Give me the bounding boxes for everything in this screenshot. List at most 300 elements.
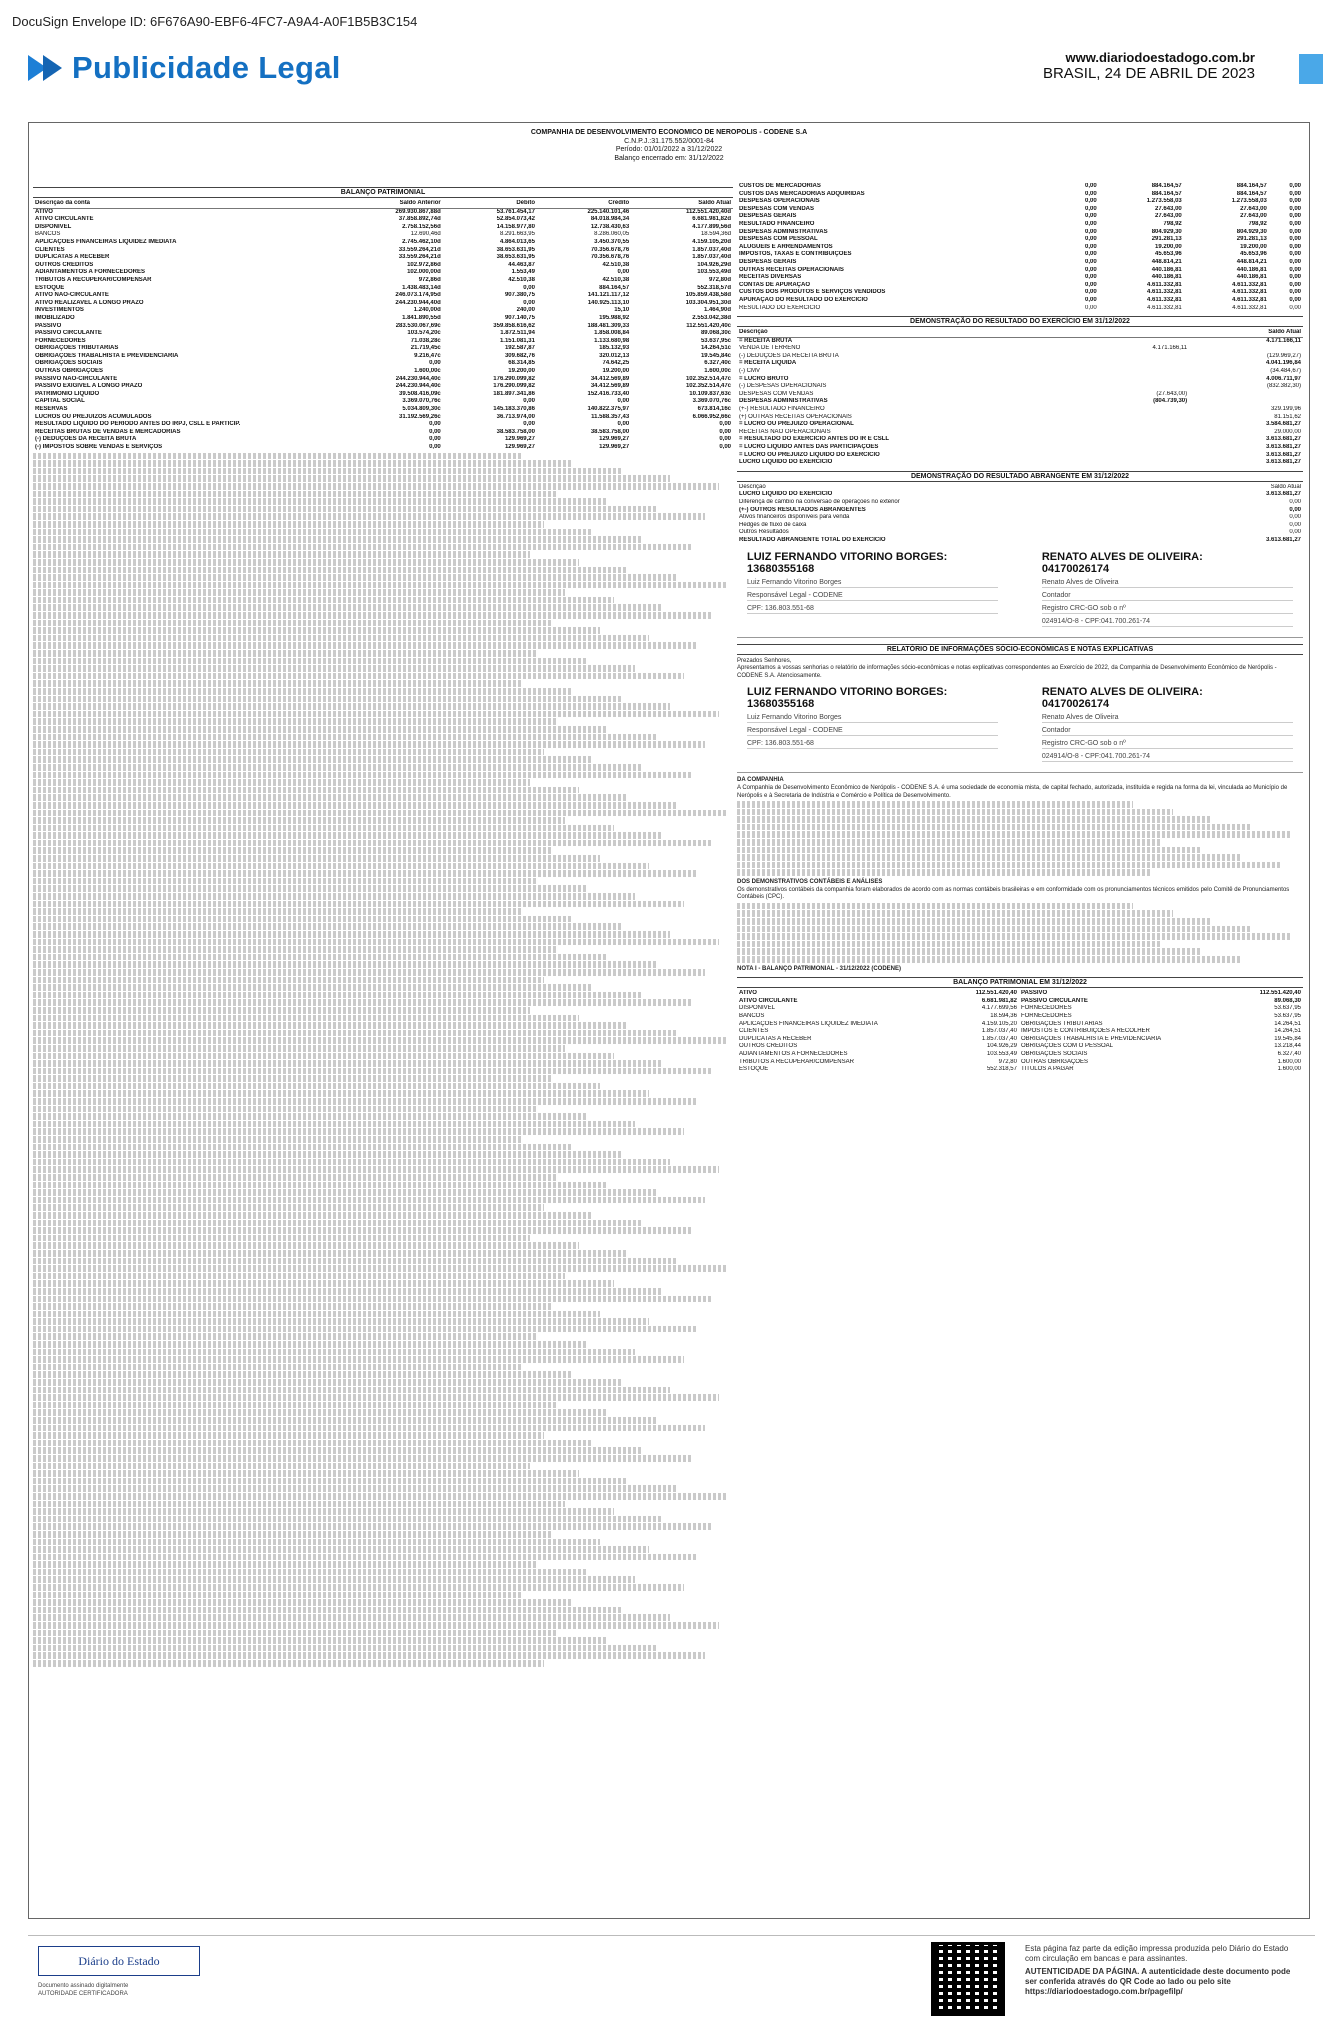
fine-print-line (33, 1417, 656, 1424)
previous-balance: 3.369.070,76c (402, 398, 441, 405)
fine-print-line (33, 794, 628, 801)
fine-print-line (33, 1539, 600, 1546)
liability-value: 89.068,30 (1274, 997, 1301, 1004)
account-name: RESULTADO DO EXERCÍCIO (739, 304, 821, 311)
previous-balance: 0,00 (1085, 190, 1097, 197)
current-balance: 53.637,95c (700, 337, 731, 344)
debit-value: 798,92 (1163, 220, 1182, 227)
line-total-value: (832.382,30) (1266, 383, 1301, 390)
column-header (1077, 329, 1190, 337)
page-footer (28, 1935, 1315, 2021)
fine-print-line (33, 1318, 649, 1325)
line-total-value: 4.006.711,97 (1266, 375, 1301, 382)
fine-print-line (33, 1607, 621, 1614)
publication-date: BRASIL, 24 DE ABRIL DE 2023 (1042, 65, 1255, 82)
current-balance: 104.926,29d (697, 261, 731, 268)
table-header-row (737, 329, 1303, 337)
table-row (33, 345, 733, 353)
debit-value: 309.682,76 (504, 352, 535, 359)
fine-print-line (33, 582, 726, 589)
current-balance: 0,00 (1289, 198, 1301, 205)
table-row (737, 213, 1303, 221)
debit-value: 884.164,57 (1151, 190, 1182, 197)
fine-print-line (33, 483, 719, 490)
debit-value: 1.553,49 (511, 269, 535, 276)
debit-value: 0,00 (523, 284, 535, 291)
account-name: ATIVO CIRCULANTE (35, 216, 94, 223)
liability-name: OBRIGAÇÕES TRABALHISTA E PREVIDENCIÁRIA (1020, 1035, 1162, 1042)
liability-name: FORNECEDORES (1020, 1012, 1072, 1019)
line-total-value (1189, 398, 1303, 406)
signer-line: Registro CRC-GO sob o nº (1042, 740, 1293, 749)
fine-print-line (33, 1614, 670, 1621)
note-one-title: NOTA I - BALANÇO PATRIMONIAL - 31/12/2022 (CODENE) (737, 965, 902, 972)
current-balance: 0,00 (1289, 228, 1301, 235)
previous-balance: 244.230.944,40c (395, 375, 441, 382)
table-row (737, 391, 1303, 399)
account-name: PATRIMÔNIO LÍQUIDO (35, 390, 100, 397)
current-balance: 0,00 (1289, 251, 1301, 258)
line-partial-value (1077, 436, 1190, 444)
signature-legal-representative (747, 551, 998, 631)
line-description: = LUCRO OU PREJUÍZO OPERACIONAL (739, 421, 854, 428)
asset-name: CLIENTES (739, 1028, 769, 1035)
table-row (33, 269, 733, 277)
line-description: = RECEITA BRUTA (739, 337, 793, 344)
fine-print-line (737, 956, 1241, 963)
fine-print-line (33, 1341, 586, 1348)
table-row (33, 315, 733, 323)
account-name: CUSTOS DAS MERCADORIAS ADQUIRIDAS (739, 190, 865, 197)
table-row (737, 353, 1303, 361)
fine-print-line (33, 703, 670, 710)
table-row (33, 414, 733, 422)
balance-closing-date: Balanço encerrado em: 31/12/2022 (614, 154, 724, 162)
debit-value: 1.273.558,03 (1146, 198, 1182, 205)
liability-name: OBRIGAÇÕES SOCIAIS (1020, 1050, 1088, 1057)
line-value: 3.613.681,27 (1265, 536, 1301, 543)
table-row (737, 990, 1303, 998)
credit-value: 225.140.101,46 (587, 208, 630, 215)
account-name: ADIANTAMENTOS A FORNECEDORES (35, 269, 146, 276)
fine-print-line (33, 734, 656, 741)
fine-print-line (33, 453, 523, 460)
current-balance: 0,00 (1289, 274, 1301, 281)
table-row (737, 1059, 1303, 1067)
fine-print-line (33, 1561, 537, 1568)
credit-value: 0,00 (617, 421, 630, 428)
fine-print-line (33, 1447, 642, 1454)
account-name: LUCROS OU PREJUÍZOS ACUMULADOS (35, 413, 152, 420)
fine-print-line (33, 772, 691, 779)
fine-print-line (737, 941, 1162, 948)
credit-value: 70.356.678,76 (590, 246, 630, 253)
account-name: PASSIVO EXIGÍVEL A LONGO PRAZO (35, 383, 143, 390)
fine-print-line (33, 1007, 530, 1014)
diario-do-estado-logo: Diário do Estado (38, 1946, 200, 1976)
fine-print-line (33, 1652, 705, 1659)
account-name: OUTRAS RECEITAS OPERACIONAIS (739, 266, 844, 273)
fine-print-line (33, 1493, 726, 1500)
current-balance: 3.369.070,76c (692, 398, 731, 405)
liability-value: 1.600,00 (1277, 1066, 1301, 1073)
fine-print-line (33, 529, 593, 536)
fine-print-line (33, 1478, 628, 1485)
liability-name: PASSIVO CIRCULANTE (1020, 997, 1088, 1004)
line-partial-value (1077, 452, 1190, 460)
line-partial-value: (804.739,30) (1153, 398, 1188, 405)
asset-value: 4.177.699,56 (981, 1005, 1017, 1012)
table-row (737, 429, 1303, 437)
fine-print-line (33, 1569, 586, 1576)
qr-code-icon[interactable] (931, 1942, 1005, 2016)
table-row (33, 239, 733, 247)
fine-print-line (737, 869, 1150, 876)
previous-balance: 972,86d (418, 276, 441, 283)
debit-value: 129.969,27 (504, 444, 535, 450)
line-value: 0,00 (1289, 529, 1301, 536)
column-header: Crédito (537, 200, 631, 208)
previous-balance: 0,00 (1085, 296, 1097, 303)
comprehensive-income-title: DEMONSTRAÇÃO DO RESULTADO ABRANGENTE EM 31/12/2022 (737, 471, 1303, 482)
account-name: CUSTOS DE MERCADORIAS (739, 183, 821, 189)
table-row (33, 292, 733, 300)
account-name: OBRIGAÇÕES TRABALHISTA E PREVIDENCIARIA (35, 352, 179, 359)
line-partial-value (1077, 368, 1190, 376)
fine-print-line (737, 831, 1292, 838)
table-row (33, 353, 733, 361)
explanatory-notes-title: RELATÓRIO DE INFORMAÇÕES SÓCIO-ECONÔMICAS E NOTAS EXPLICATIVAS (737, 644, 1303, 655)
table-row (737, 998, 1303, 1006)
table-row (33, 208, 733, 216)
credit-value: 291.281,13 (1236, 236, 1267, 243)
cert-line: AUTORIDADE CERTIFICADORA (38, 1991, 128, 1997)
table-row (737, 491, 1303, 499)
table-row (33, 421, 733, 429)
line-partial-value: (27.643,00) (1156, 390, 1188, 397)
credit-value: 884.164,57 (1236, 190, 1267, 197)
credit-value: 8.286.060,05 (594, 231, 630, 238)
fine-print-line (33, 1015, 579, 1022)
fine-print-line (33, 1136, 523, 1143)
debit-value: 45.653,96 (1155, 251, 1182, 258)
fine-print-line (33, 1235, 530, 1242)
column-header: Descrição (737, 329, 1077, 337)
signer-id: 04170026174 (1041, 562, 1110, 575)
brand-logo (28, 50, 341, 86)
credit-value: 42.510,38 (602, 276, 630, 283)
fine-print-line (33, 1242, 579, 1249)
current-balance: 972,80d (708, 276, 731, 283)
asset-name: DISPONÍVEL (739, 1005, 776, 1012)
previous-balance: 0,00 (1085, 228, 1097, 235)
line-partial-value (1077, 414, 1190, 422)
fine-print-line (33, 863, 649, 870)
table-row (737, 514, 1303, 522)
line-partial-value (1077, 444, 1190, 452)
current-balance: 102.352.514,47c (685, 383, 731, 390)
fine-print-line (33, 908, 523, 915)
fine-print-line (33, 961, 656, 968)
fine-print-line (33, 878, 537, 885)
table-header-row (33, 200, 733, 208)
column-header: Saldo Anterior (341, 200, 443, 208)
asset-value: 18.594,36 (990, 1012, 1017, 1019)
fine-print-line (737, 854, 1241, 861)
fine-print-line (33, 1349, 635, 1356)
fine-print-line (33, 680, 523, 687)
fine-print-line (33, 1182, 607, 1189)
previous-balance: 21.719,45c (410, 345, 441, 352)
fine-print-line (33, 1455, 691, 1462)
table-row (737, 251, 1303, 259)
notes-section-heading: DOS DEMONSTRATIVOS CONTÁBEIS E ANÁLISES (737, 879, 883, 886)
debit-value: 907.380,75 (504, 292, 535, 299)
previous-balance: 12.690,46d (410, 231, 441, 238)
account-name: IMPOSTOS, TAXAS E CONTRIBUIÇÕES (739, 251, 852, 258)
current-balance: 0,00 (1289, 190, 1301, 197)
table-row (33, 224, 733, 232)
signature-accountant (1042, 686, 1293, 766)
fine-print-line (33, 718, 558, 725)
fine-print-line (33, 1037, 726, 1044)
fine-print-line (33, 802, 677, 809)
report-intro: Apresentamos a vossas senhorias o relatório de informações sócio-econômicas e notas explicativas correspondentes ao Exercício de 2022, da Companhia de Desenvolvimento Econômico de Nerópolis - CODENE S.A. Atenciosamente. (737, 665, 1277, 679)
auth-line: Esta página faz parte da edição impressa produzida pelo Diário do Estado com circulação em bancas e para assinantes. (1025, 1944, 1289, 1963)
balance-sheet-rows (33, 208, 733, 452)
fine-print-line (33, 1144, 572, 1151)
line-description: RESULTADO ABRANGENTE TOTAL DO EXERCÍCIO (739, 536, 886, 543)
fine-print-line (33, 1053, 614, 1060)
table-row (737, 221, 1303, 229)
table-row (33, 247, 733, 255)
debit-value: 359.858.616,62 (493, 322, 535, 329)
fine-print-line (737, 918, 1212, 925)
account-name: PASSIVO NÃO-CIRCULANTE (35, 375, 118, 382)
fine-print-line (33, 1189, 656, 1196)
debit-value: 907.140,75 (504, 314, 535, 321)
fine-print-line (33, 1463, 530, 1470)
fine-print-rows (737, 903, 1303, 963)
debit-value: 38.583.758,00 (496, 428, 535, 435)
fine-print-line (33, 1402, 558, 1409)
asset-name: ATIVO (739, 990, 757, 997)
debit-value: 8.291.663,95 (499, 231, 535, 238)
credit-value: 12.738.430,63 (590, 223, 630, 230)
signer-line: Contador (1042, 592, 1293, 601)
account-name: ATIVO NÃO-CIRCULANTE (35, 292, 109, 299)
fine-print-line (33, 1098, 698, 1105)
current-balance: 1.857.037,40d (692, 246, 731, 253)
fine-print-line (33, 1364, 523, 1371)
fine-print-line (33, 1660, 544, 1667)
table-row (737, 282, 1303, 290)
fine-print-line (33, 1637, 607, 1644)
comprehensive-income-table (737, 484, 1303, 545)
credit-value: 448.814,21 (1236, 258, 1267, 265)
current-balance: 0,00 (719, 421, 731, 428)
previous-balance: 103.574,20c (407, 330, 441, 337)
table-row (737, 183, 1303, 191)
fine-print-line (33, 1409, 607, 1416)
fine-print-line (33, 665, 635, 672)
previous-balance: 0,00 (1085, 198, 1097, 205)
fine-print-rows (33, 453, 733, 1667)
table-row (33, 383, 733, 391)
line-total-value: 81.151,62 (1274, 413, 1301, 420)
previous-balance: 0,00 (1085, 236, 1097, 243)
account-name: IMOBILIZADO (35, 314, 75, 321)
account-name: INVESTIMENTOS (35, 307, 84, 314)
credit-value: 1.133.680,98 (594, 337, 630, 344)
previous-balance: 2.758.152,56d (402, 223, 441, 230)
company-cnpj: C.N.P.J.:31.175.552/0001-84 (624, 137, 714, 145)
debit-value: 129.969,27 (504, 436, 535, 443)
current-balance: 0,00 (1289, 236, 1301, 243)
fine-print-line (33, 1379, 621, 1386)
account-name: RECEITAS BRUTAS DE VENDAS E MERCADORIAS (35, 428, 181, 435)
account-name: ESTOQUE (35, 284, 65, 291)
fine-print-line (33, 916, 572, 923)
current-balance: 0,00 (1289, 213, 1301, 220)
credit-value: 74.642,25 (602, 360, 630, 367)
fine-print-line (33, 1333, 537, 1340)
credit-value: 152.416.733,40 (587, 390, 630, 397)
fine-print-line (33, 1075, 551, 1082)
signer-line: Responsável Legal - CODENE (747, 592, 998, 601)
debit-value: 192.587,87 (504, 345, 535, 352)
note-balance-rows (737, 990, 1303, 1074)
fine-print-line (33, 536, 642, 543)
account-name: RESULTADO LIQUIDO DO PERÍODO ANTES DO IRPJ, CSLL E PARTICIP. (35, 421, 241, 428)
line-partial-value (1077, 406, 1190, 414)
asset-name: BANCOS (739, 1012, 765, 1019)
fine-print-line (33, 999, 691, 1006)
table-row (737, 267, 1303, 275)
fine-print-line (33, 1265, 726, 1272)
account-name: RESULTADO FINANCEIRO (739, 220, 815, 227)
signature-accountant (1042, 551, 1293, 631)
asset-value: 6.681.981,82 (981, 997, 1017, 1004)
asset-name: ADIANTAMENTOS A FORNECEDORES (739, 1050, 848, 1057)
credit-value: 884.164,57 (599, 284, 630, 291)
fine-print-line (33, 468, 621, 475)
previous-balance: 31.192.569,26c (399, 413, 441, 420)
fine-print-line (33, 627, 600, 634)
fine-print-line (33, 741, 705, 748)
current-balance: 19.545,84c (700, 352, 731, 359)
income-statement-title: DEMONSTRAÇÃO DO RESULTADO DO EXERCÍCIO EM 31/12/2022 (737, 316, 1303, 327)
line-total-value: 4.171.166,11 (1266, 337, 1301, 344)
current-balance: 0,00 (719, 428, 731, 435)
debit-value: 19.200,00 (508, 368, 535, 375)
balance-sheet-continued-table (737, 183, 1303, 312)
fine-print-line (33, 491, 558, 498)
income-statement-rows (737, 337, 1303, 467)
signer-id: 04170026174 (1041, 698, 1110, 711)
report-period: Período: 01/01/2022 a 31/12/2022 (615, 146, 723, 153)
account-name: OBRIGAÇÕES TRIBUTÁRIAS (35, 345, 119, 352)
line-partial-value (1077, 429, 1190, 437)
debit-value: 0,00 (523, 421, 535, 428)
current-balance: 14.264,51c (700, 345, 731, 352)
debit-value: 53.761.454,17 (496, 208, 535, 215)
line-total-value: 3.613.681,27 (1265, 459, 1301, 466)
fine-print-line (33, 1531, 551, 1538)
site-url[interactable]: www.diariodoestadogo.com.br (1065, 50, 1255, 65)
fine-print-line (33, 787, 579, 794)
liability-value: 19.545,84 (1274, 1035, 1301, 1042)
fine-print-line (33, 1022, 628, 1029)
previous-balance: 2.745.462,10d (402, 238, 441, 245)
credit-value: 129.969,27 (599, 436, 630, 443)
signer-name: LUIZ FERNANDO VITORINO BORGES: (747, 550, 948, 563)
asset-name: DUPLICATAS A RECEBER (739, 1035, 812, 1042)
docusign-envelope-id: DocuSign Envelope ID: 6F676A90-EBF6-4FC7-A9A4-A0F1B5B3C154 (12, 14, 418, 29)
fine-print-line (737, 824, 1252, 831)
current-balance: 112.551.420,40d (685, 208, 731, 215)
fine-print-line (33, 1356, 684, 1363)
line-partial-value (1077, 360, 1190, 368)
account-name: DISPONIVEL (35, 223, 72, 230)
table-row (737, 376, 1303, 384)
previous-balance: 0,00 (1085, 251, 1097, 258)
credit-value: 42.510,38 (602, 261, 630, 268)
fine-print-line (33, 1106, 537, 1113)
column-header: Saldo Atual (1189, 329, 1303, 337)
credit-value: 11.588.357,43 (591, 413, 630, 420)
table-row (737, 236, 1303, 244)
signer-line: Luiz Fernando Vitorino Borges (747, 579, 998, 588)
fine-print-line (33, 1151, 621, 1158)
table-row (33, 300, 733, 308)
debit-value: 27.643,00 (1155, 213, 1182, 220)
credit-value: 4.611.332,81 (1232, 296, 1267, 303)
account-name: APURAÇÃO DO RESULTADO DO EXERCÍCIO (739, 296, 868, 303)
previous-balance: 37.858.892,74d (398, 216, 441, 223)
line-description: (+-) RESULTADO FINANCEIRO (739, 406, 825, 413)
table-row (737, 297, 1303, 305)
fine-print-line (33, 779, 530, 786)
line-partial-value (1077, 459, 1190, 467)
line-description: = RESULTADO DO EXERCÍCIO ANTES DO IR E CSLL (739, 436, 890, 443)
company-section-heading: DA COMPANHIA (737, 777, 784, 784)
fine-print-line (33, 1470, 579, 1477)
current-balance: 89.068,30c (700, 330, 731, 337)
line-partial-value (1077, 421, 1190, 429)
income-statement-table (737, 329, 1303, 467)
previous-balance: 246.073.174,95d (395, 292, 441, 299)
table-row (737, 522, 1303, 530)
credit-value: 19.200,00 (602, 368, 630, 375)
line-description: DESPESAS COM VENDAS (739, 390, 814, 397)
previous-balance: 1.841.890,55d (402, 314, 441, 321)
credit-value: 141.121.117,12 (587, 292, 630, 299)
signer-id: 13680355168 (747, 698, 815, 711)
asset-value: 112.551.420,40 (975, 990, 1017, 997)
table-row (33, 406, 733, 414)
current-balance: 1.857.037,40d (692, 254, 731, 261)
fine-print-line (33, 1645, 656, 1652)
asset-value: 1.857.037,40 (981, 1035, 1017, 1042)
previous-balance: 0,00 (1085, 258, 1097, 265)
line-value: Saldo Atual (1270, 483, 1301, 490)
line-total-value: 3.613.681,27 (1265, 436, 1301, 443)
line-total-value: 3.613.681,27 (1265, 451, 1301, 458)
current-balance: 0,00 (1289, 183, 1301, 189)
debit-value: 440.186,81 (1151, 266, 1182, 273)
current-balance: 10.109.837,63c (689, 390, 731, 397)
